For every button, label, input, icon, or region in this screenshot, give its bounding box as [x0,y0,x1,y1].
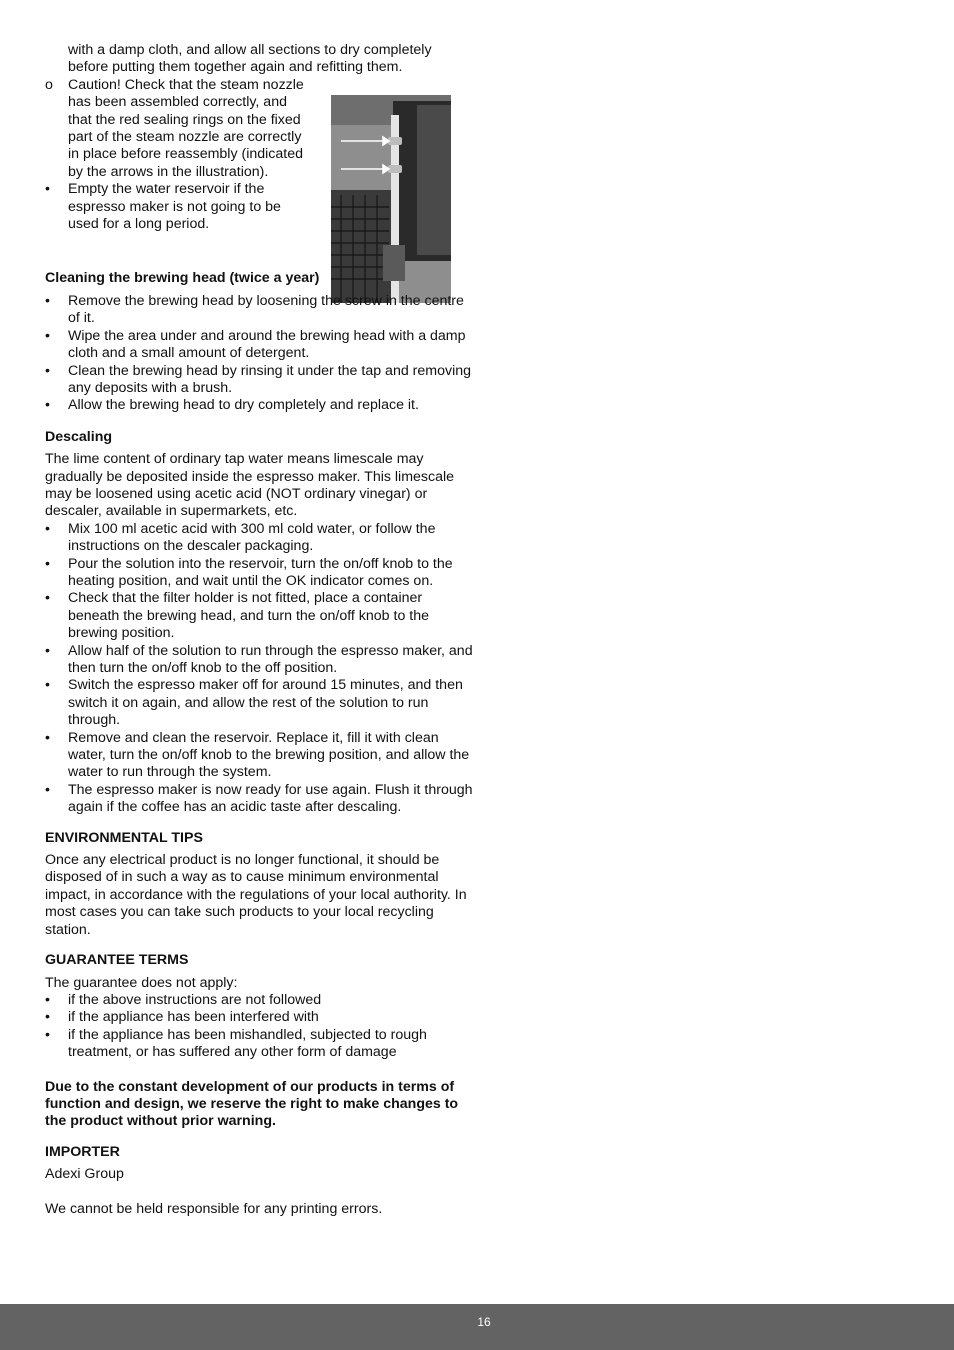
list-item [45,521,475,556]
bullet: • [45,362,50,379]
list-item-text: Mix 100 ml acetic acid with 300 ml cold water, or follow the instructions on the descaler packaging. [68,520,436,555]
brewing-head-heading: Cleaning the brewing head (twice a year) [45,270,320,287]
list-item-text: The espresso maker is now ready for use again. Flush it through again if the coffee has an acidic taste after descaling. [68,781,473,816]
bullet: • [45,555,50,572]
page-content [45,42,475,1218]
bullet: • [45,991,50,1008]
product-development-notice: Due to the constant development of our products in terms of function and design, we reserve the right to make changes to the product without prior warning. [45,1078,459,1130]
bullet: • [45,397,50,414]
bullet: • [45,590,50,607]
list-item-text: Switch the espresso maker off for around 15 minutes, and then switch it on again, and allow the rest of the solution to run through. [68,677,463,729]
page-number: 16 [477,1315,491,1329]
guarantee-list [45,992,475,1062]
list-item-text: Caution! Check that the steam nozzle has been assembled correctly, and that the red sealing rings on the fixed part of the steam nozzle are correctly in place before reassembly (indicated by the arrows in the illustration). [68,76,304,180]
list-item [45,328,475,363]
list-item [45,293,475,328]
bullet: • [45,327,50,344]
list-item [45,397,475,414]
environment-heading: ENVIRONMENTAL TIPS [45,829,203,846]
list-item [45,556,475,591]
list-item [45,992,475,1009]
page-footer [0,1304,954,1350]
bullet: • [45,677,50,694]
list-item [45,590,475,642]
steam-nozzle-photo [331,95,451,303]
list-marker: • [45,181,50,198]
intro-section [45,42,475,233]
list-item-text: if the above instructions are not followed [68,991,322,1008]
bullet: • [45,642,50,659]
list-item-text: if the appliance has been mishandled, subjected to rough treatment, or has suffered any other form of damage [68,1026,427,1061]
environment-text: Once any electrical product is no longer functional, it should be disposed of in such a way as to cause minimum environmental impact, in accordance with the regulations of your local authority. In most cases you can take such products to your local recycling station. [45,852,467,938]
list-item [45,77,313,181]
list-item-text: if the appliance has been interfered with [68,1009,319,1026]
bullet: • [45,781,50,798]
intro-list [45,77,313,234]
list-item-text: Allow the brewing head to dry completely and replace it. [68,397,419,414]
list-item [45,1027,475,1062]
list-item-text: Allow half of the solution to run through the espresso maker, and then turn the on/off knob to the off position. [68,642,473,676]
descaling-list [45,521,475,817]
brewing-head-list [45,293,475,415]
list-item-text: Empty the water reservoir if the espresso maker is not going to be used for a long period. [68,181,281,233]
list-item-text: Remove the brewing head by loosening the screw in the centre of it. [68,292,464,327]
descaling-heading: Descaling [45,428,113,445]
guarantee-heading: GUARANTEE TERMS [45,952,189,969]
list-item [45,181,313,233]
printing-errors-disclaimer: We cannot be held responsible for any printing errors. [45,1200,383,1217]
list-item [45,782,475,817]
list-item [45,730,475,782]
list-marker: o [45,76,53,93]
guarantee-subheading: The guarantee does not apply: [45,974,238,991]
list-item [45,677,475,729]
bullet: • [45,729,50,746]
importer-heading: IMPORTER [45,1143,120,1160]
list-item [45,363,475,398]
list-item [45,1009,475,1026]
list-item [45,643,475,678]
list-item-text: Clean the brewing head by rinsing it under the tap and removing any deposits with a brush. [68,362,472,396]
list-item-text: Remove and clean the reservoir. Replace it, fill it with clean water, turn the on/off knob to the brewing position, and allow the water to run through the system. [68,729,470,781]
importer-name: Adexi Group [45,1166,124,1183]
bullet: • [45,1026,50,1043]
bullet: • [45,292,50,309]
list-item-text: Check that the filter holder is not fitted, place a container beneath the brewing head, and turn the on/off knob to the brewing position. [68,590,430,642]
continuation-text: with a damp cloth, and allow all sections to dry completely before putting them together again and refitting them. [68,42,432,76]
bullet: • [45,1009,50,1026]
descaling-intro: The lime content of ordinary tap water means limescale may gradually be deposited inside the espresso maker. This limescale may be loosened using acetic acid (NOT ordinary vinegar) or descaler, available in supermarkets, etc. [45,451,455,520]
list-item-text: Pour the solution into the reservoir, turn the on/off knob to the heating position, and wait until the OK indicator comes on. [68,555,453,589]
bullet: • [45,520,50,537]
list-item-text: Wipe the area under and around the brewing head with a damp cloth and a small amount of detergent. [68,327,466,362]
